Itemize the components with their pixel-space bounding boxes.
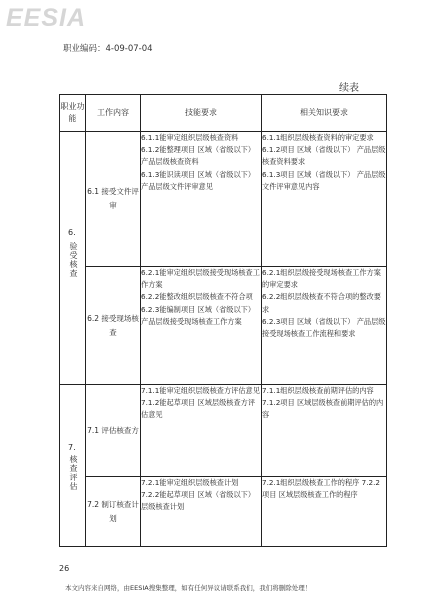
function-cell — [60, 132, 86, 385]
table-header-row — [60, 95, 387, 132]
work-content-cell: 7.2 制订核查计划 — [86, 477, 141, 547]
skill-requirement-cell: 7.1.1能审定组织层级核查方评估意见 7.1.2能起草项目 区域层级核查方评估意见 — [141, 385, 262, 477]
work-content-cell: 6.2 接受现场核查 — [86, 267, 141, 385]
skills-table — [59, 94, 387, 547]
work-content-cell: 7.1 评估核查方 — [86, 385, 141, 477]
copyright-notice: 本文内容来自网络，由EESIA搜集整理，如有任何异议请联系我们，我们将删除处理！ — [65, 584, 312, 592]
header-skill-requirements: 技能要求 — [141, 95, 262, 132]
function-cell — [60, 385, 86, 547]
skill-requirement-cell: 6.1.1能审定组织层级核查资料 6.1.2能整理项目 区域（省级以下） 产品层级核查资料 6.1.3能识读项目 区域（省级以下） 产品层级文件评审意见 — [141, 132, 262, 267]
function-name: 核查评估 — [69, 455, 78, 491]
header-work-content: 工作内容 — [86, 95, 141, 132]
table-row — [60, 267, 387, 385]
work-content-cell: 6.1 接受文件评审 — [86, 132, 141, 267]
site-logo: EESIA — [6, 4, 87, 32]
table-continued-label: 续表 — [339, 83, 359, 94]
function-number: 6. — [68, 228, 76, 237]
header-function: 职业功能 — [60, 95, 86, 132]
page-number: 26 — [59, 564, 70, 573]
knowledge-requirement-cell: 6.1.1组织层级核查资料的审定要求 6.1.2项目 区域（省级以下） 产品层级核查资料要求 6.1.3项目 区域（省级以下） 产品层级文件评审意见内容 — [262, 132, 387, 267]
job-code: 职业编码：4-09-07-04 — [63, 44, 153, 54]
header-knowledge-requirements: 相关知识要求 — [262, 95, 387, 132]
knowledge-requirement-cell: 7.2.1组织层级核查工作的程序 7.2.2项目 区域层级核查工作的程序 — [262, 477, 387, 547]
function-number: 7. — [68, 443, 76, 452]
table-row — [60, 477, 387, 547]
skill-requirement-cell: 6.2.1能审定组织层级接受现场核查工作方案 6.2.2能整改组织层级核查不符合项 6.2.3能编制项目 区域（省级以下） 产品层级接受现场核查工作方案 — [141, 267, 262, 385]
skill-requirement-cell: 7.2.1能审定组织层级核查计划 7.2.2能起草项目 区域（省级以下） 层级核查计划 — [141, 477, 262, 547]
table-row — [60, 132, 387, 267]
knowledge-requirement-cell: 7.1.1组织层级核查前期评估的内容 7.1.2项目 区域层级核查前期评估的内容 — [262, 385, 387, 477]
table-row — [60, 385, 387, 477]
knowledge-requirement-cell: 6.2.1组织层级接受现场核查工作方案的审定要求 6.2.2组织层级核查不符合项的整改要求 6.2.3项目 区域（省级以下） 产品层级接受现场核查工作流程和要求 — [262, 267, 387, 385]
function-name: 验受核查 — [69, 242, 78, 278]
